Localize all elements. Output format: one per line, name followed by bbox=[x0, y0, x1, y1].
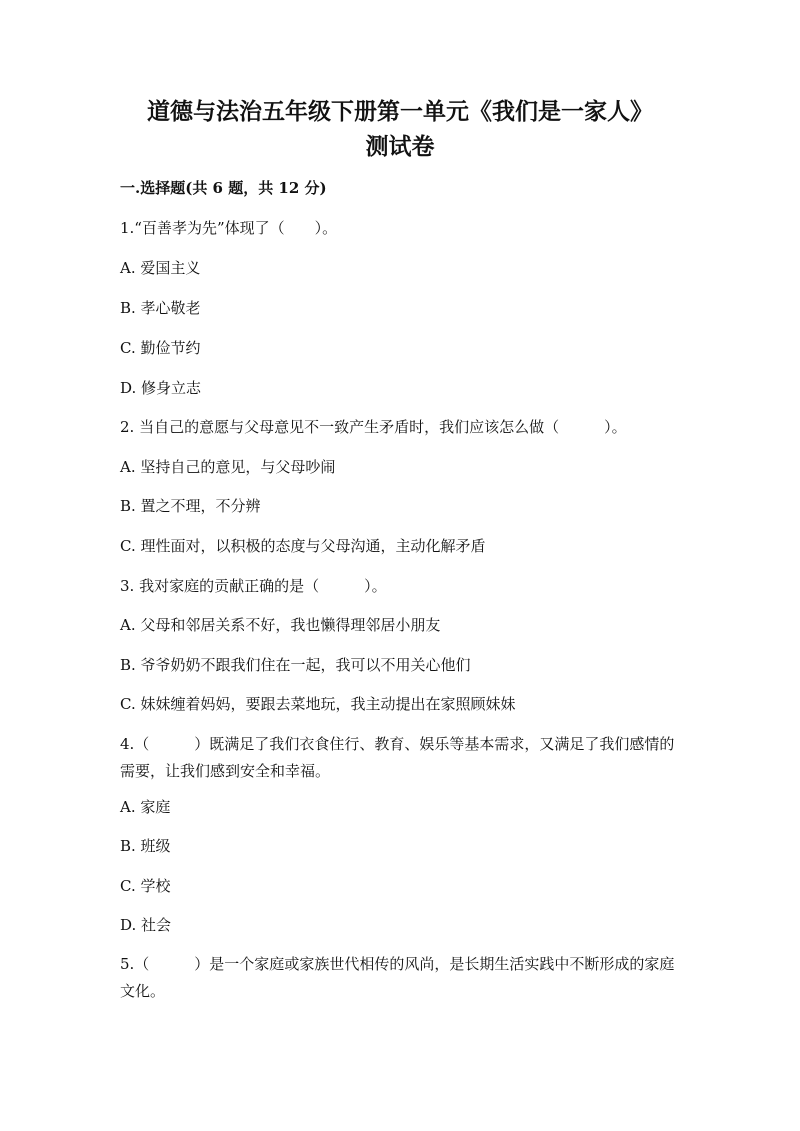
question-4-option-a: A. 家庭 bbox=[120, 798, 171, 816]
question-3-option-a: A. 父母和邻居关系不好，我也懒得理邻居小朋友 bbox=[120, 616, 441, 634]
question-2-option-b: B. 置之不理，不分辨 bbox=[120, 497, 261, 515]
question-5-stem: 5.（ ）是一个家庭或家族世代相传的风尚，是长期生活实践中不断形成的家庭文化。 bbox=[120, 955, 675, 1000]
question-2-option-a: A. 坚持自己的意见，与父母吵闹 bbox=[120, 458, 336, 476]
page-title: 道德与法治五年级下册第一单元《我们是一家人》 bbox=[147, 98, 653, 125]
question-4-option-d: D. 社会 bbox=[120, 916, 172, 934]
question-1-option-d: D. 修身立志 bbox=[120, 379, 202, 397]
page-subtitle: 测试卷 bbox=[365, 133, 435, 160]
question-2-stem: 2. 当自己的意愿与父母意见不一致产生矛盾时，我们应该怎么做（ ）。 bbox=[120, 418, 627, 436]
question-4-option-b: B. 班级 bbox=[120, 837, 171, 855]
question-3-stem: 3. 我对家庭的贡献正确的是（ ）。 bbox=[120, 577, 387, 595]
question-3-option-b: B. 爷爷奶奶不跟我们住在一起，我可以不用关心他们 bbox=[120, 656, 471, 674]
question-1-option-c: C. 勤俭节约 bbox=[120, 339, 201, 357]
question-1-stem: 1.“百善孝为先”体现了（ ）。 bbox=[120, 219, 338, 237]
section-heading: 一.选择题(共 6 题，共 12 分) bbox=[120, 179, 327, 197]
question-2-option-c: C. 理性面对，以积极的态度与父母沟通，主动化解矛盾 bbox=[120, 537, 486, 555]
question-4-stem: 4.（ ）既满足了我们衣食住行、教育、娱乐等基本需求，又满足了我们感情的需要，让我们感到安全和幸福。 bbox=[120, 735, 675, 780]
question-1-option-a: A. 爱国主义 bbox=[120, 259, 201, 277]
question-3-option-c: C. 妹妹缠着妈妈，要跟去菜地玩，我主动提出在家照顾妹妹 bbox=[120, 695, 516, 713]
question-4-option-c: C. 学校 bbox=[120, 877, 171, 895]
question-1-option-b: B. 孝心敬老 bbox=[120, 299, 201, 317]
